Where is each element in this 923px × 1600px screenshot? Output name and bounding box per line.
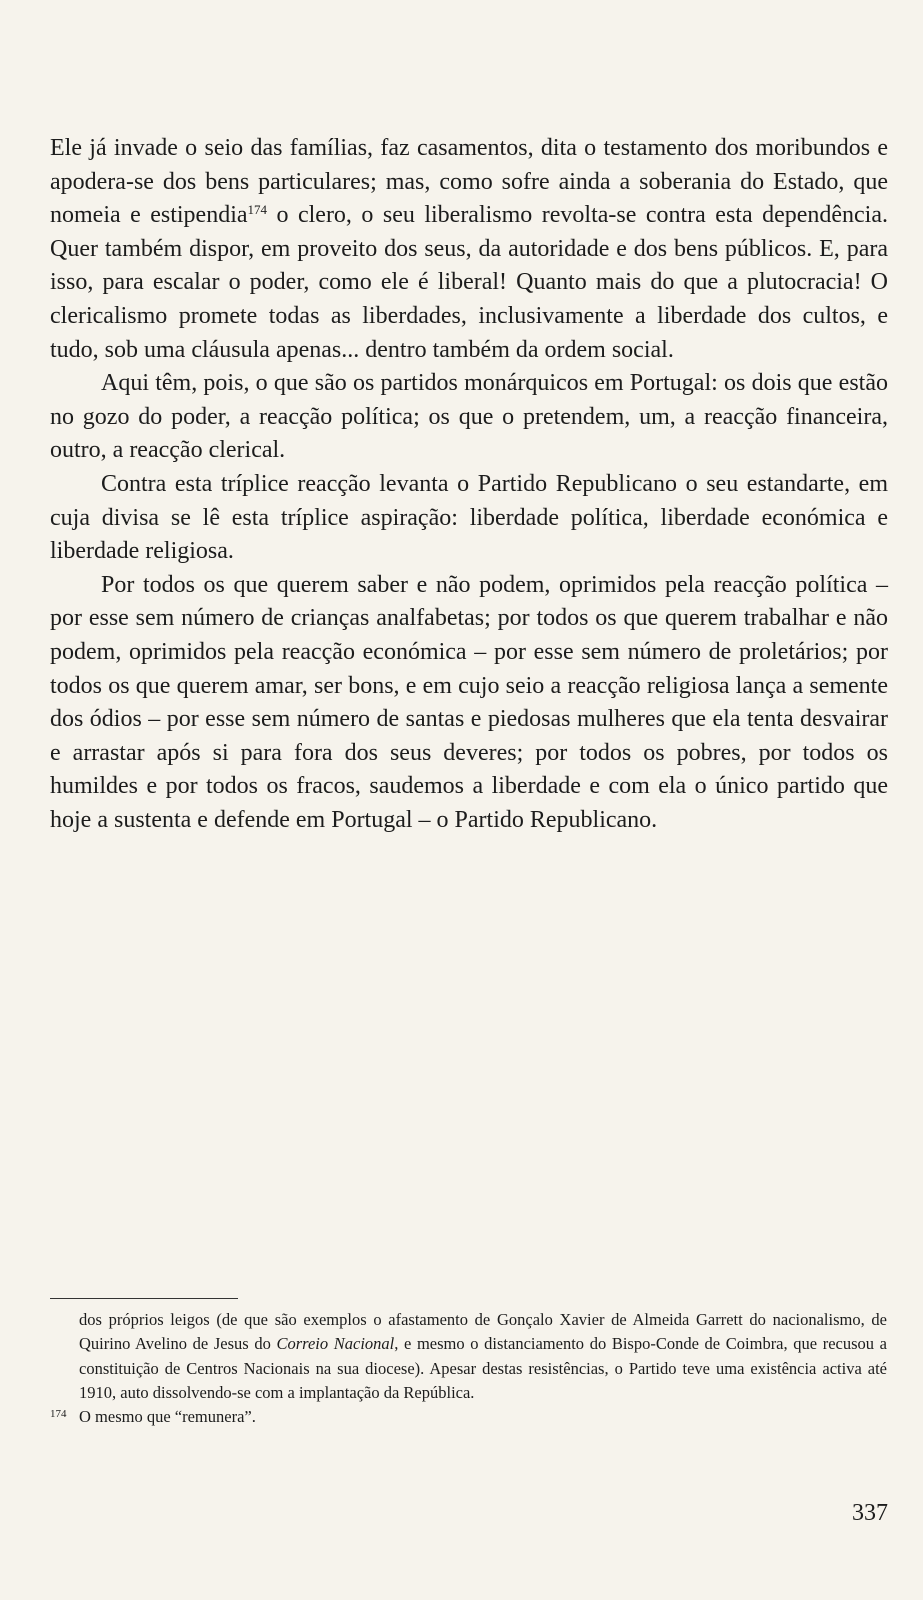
- footnote-reference: 174: [247, 202, 268, 218]
- paragraph-4: Por todos os que querem saber e não podem, oprimidos pela reacção política – por esse sem número de crianças analfabetas; por todos os que querem trabalhar e não podem, oprimidos pela reacção económica – por esse sem número de proletários; por todos os que querem amar, ser bons, e em cujo seio a reacção religiosa lança a semente dos ódios – por esse sem número de santas e piedosas mulheres que ela tenta desvairar e arrastar após si para fora dos seus deveres; por todos os pobres, por todos os humildes e por todos os fracos, saudemos a liberdade e com ela o único partido que hoje a sustenta e defende em Portugal – o Partido Republicano.: [50, 571, 888, 833]
- body-text: [50, 132, 888, 837]
- footnote-continuation-part-a: dos próprios leigos (de que são exemplos o afastamento de Gonçalo Xavier de Almeida Garrett do nacionalismo, de Quirino Avelino de Jesus do: [79, 1310, 887, 1354]
- footnote-continuation: [79, 1308, 887, 1405]
- paragraph-3: Contra esta tríplice reacção levanta o Partido Republicano o seu estandarte, em cuja divisa se lê esta tríplice aspiração: liberdade política, liberdade económica e liberdade religiosa.: [50, 470, 888, 565]
- footnote-continuation-part-b: , e mesmo o distanciamento do Bispo-Conde de Coimbra, que recusou a constituição de Centros Nacionais na sua diocese). Apesar destas resistências, o Partido teve uma existência activa até 1910, auto dissolvendo-se com a implantação da República.: [79, 1334, 888, 1402]
- footnote-174-text: O mesmo que “remunera”.: [79, 1407, 256, 1427]
- paragraph-2: Aqui têm, pois, o que são os partidos monárquicos em Portugal: os dois que estão no gozo do poder, a reacção política; os que o pretendem, um, a reacção financeira, outro, a reacção clerical.: [50, 370, 888, 464]
- paragraph-1: [50, 132, 888, 367]
- footnote-divider: [50, 1298, 238, 1299]
- page-number: 337: [852, 1500, 888, 1526]
- paragraph-1-part-b: o clero, o seu liberalismo revolta-se contra esta dependência. Quer também dispor, em proveito dos seus, da autoridade e dos bens públicos. E, para isso, para escalar o poder, como ele é liberal! Quanto mais do que a plutocracia! O clericalismo promete todas as liberdades, inclusivamente a liberdade dos cultos, e tudo, sob uma cláusula apenas... dentro também da ordem social.: [50, 202, 888, 363]
- footnotes: [50, 1308, 888, 1429]
- footnote-174-number: 174: [50, 1408, 67, 1421]
- paragraph-1-part-a: Ele já invade o seio das famílias, faz casamentos, dita o testamento dos moribundos e apodera-se dos bens particulares; mas, como sofre ainda a soberania do Estado, que nomeia e estipendia: [50, 135, 888, 229]
- footnote-italic-title: Correio Nacional: [276, 1334, 395, 1354]
- footnote-174: [50, 1405, 887, 1429]
